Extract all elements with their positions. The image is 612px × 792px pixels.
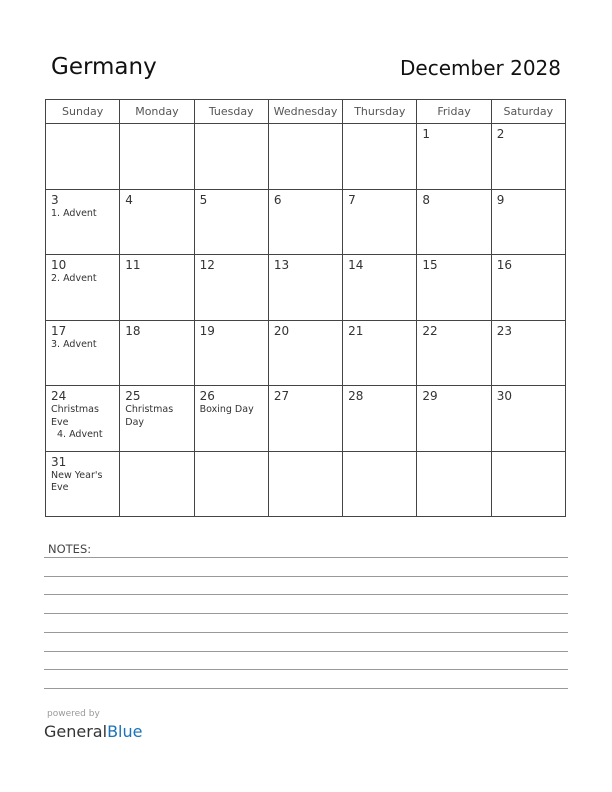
day-number: 15 <box>422 258 438 272</box>
country-title: Germany <box>51 54 157 80</box>
day-cell <box>343 255 417 321</box>
calendar-body <box>46 124 566 517</box>
day-cell <box>268 320 342 386</box>
day-number: 31 <box>51 454 67 469</box>
week-row <box>46 189 566 255</box>
brand-logo[interactable] <box>44 722 142 741</box>
day-cell <box>194 189 268 255</box>
week-row <box>46 320 566 386</box>
holiday-label: Boxing Day <box>199 404 254 415</box>
empty-day-cell <box>120 451 194 517</box>
day-number: 14 <box>348 258 364 272</box>
day-cell <box>194 386 268 452</box>
day-number: 19 <box>199 323 215 338</box>
day-number: 13 <box>273 258 290 272</box>
week-row <box>46 386 566 452</box>
note-line <box>44 594 568 595</box>
weekday-monday: Monday <box>120 100 194 124</box>
holiday-label: Christmas <box>125 404 174 415</box>
day-cell <box>46 386 120 452</box>
day-number: 12 <box>199 258 215 272</box>
weekday-tuesday: Tuesday <box>194 100 268 124</box>
day-cell <box>417 189 491 255</box>
weekday-wednesday: Wednesday <box>268 100 342 124</box>
empty-day-cell <box>343 451 417 517</box>
day-cell <box>268 255 342 321</box>
day-number: 25 <box>125 389 141 403</box>
empty-day-cell <box>268 451 342 517</box>
note-line <box>44 557 568 558</box>
day-cell <box>417 255 491 321</box>
empty-day-cell <box>491 451 565 517</box>
notes-label: NOTES: <box>48 542 92 556</box>
brand-blue: Blue <box>107 722 143 741</box>
note-line <box>44 632 568 633</box>
day-cell <box>417 124 491 190</box>
calendar-grid <box>45 99 566 517</box>
week-row <box>46 451 566 517</box>
day-number: 2 <box>496 127 505 141</box>
holiday-label: 1. Advent <box>51 207 97 219</box>
day-cell <box>46 255 120 321</box>
day-cell <box>194 320 268 386</box>
day-number: 21 <box>348 323 364 338</box>
day-number: 30 <box>496 389 512 403</box>
day-cell <box>120 386 194 452</box>
day-cell <box>268 189 342 255</box>
day-number: 29 <box>422 389 438 403</box>
holiday-label: Christmas <box>51 404 99 415</box>
day-cell <box>491 320 565 386</box>
note-line <box>44 688 568 689</box>
day-number: 17 <box>51 323 67 338</box>
day-cell <box>268 386 342 452</box>
day-cell <box>46 320 120 386</box>
empty-day-cell <box>343 124 417 190</box>
day-number: 4 <box>125 192 133 207</box>
day-number: 23 <box>496 323 512 338</box>
day-cell <box>343 386 417 452</box>
empty-day-cell <box>46 124 120 190</box>
note-line <box>44 613 568 614</box>
day-cell <box>491 255 565 321</box>
note-line <box>44 669 568 670</box>
day-number: 10 <box>51 258 67 272</box>
weekday-friday: Friday <box>417 100 491 124</box>
day-cell <box>343 320 417 386</box>
weekday-header-row <box>46 100 566 124</box>
empty-day-cell <box>194 451 268 517</box>
weekday-saturday: Saturday <box>491 100 565 124</box>
empty-day-cell <box>417 451 491 517</box>
day-number: 3 <box>51 192 59 207</box>
day-number: 24 <box>51 389 67 403</box>
brand-general: General <box>44 722 108 741</box>
day-cell <box>46 189 120 255</box>
day-cell <box>417 320 491 386</box>
day-number: 6 <box>273 192 282 207</box>
month-title: December 2028 <box>400 56 561 80</box>
day-number: 28 <box>348 389 364 403</box>
weekday-thursday: Thursday <box>343 100 417 124</box>
holiday-label: 2. Advent <box>51 273 97 284</box>
day-cell <box>194 255 268 321</box>
day-number: 27 <box>273 389 290 403</box>
note-line <box>44 651 568 652</box>
day-number: 8 <box>422 192 431 207</box>
day-number: 16 <box>496 258 512 272</box>
day-number: 5 <box>199 192 208 207</box>
powered-by-text: powered by <box>47 709 100 719</box>
week-row <box>46 124 566 190</box>
holiday-label: Day <box>125 416 145 428</box>
day-cell <box>343 189 417 255</box>
day-number: 9 <box>496 192 505 207</box>
week-row <box>46 255 566 321</box>
holiday-label: 3. Advent <box>51 338 97 350</box>
day-cell <box>417 386 491 452</box>
day-number: 20 <box>273 323 290 338</box>
holiday-label: Eve <box>51 482 69 493</box>
day-number: 1 <box>422 127 431 141</box>
empty-day-cell <box>194 124 268 190</box>
day-number: 26 <box>199 389 215 403</box>
weekday-sunday: Sunday <box>46 100 120 124</box>
day-cell <box>120 189 194 255</box>
day-number: 11 <box>125 258 141 272</box>
day-cell <box>120 255 194 321</box>
day-cell <box>491 386 565 452</box>
day-cell <box>491 124 565 190</box>
holiday-label: Eve <box>51 416 69 428</box>
empty-day-cell <box>120 124 194 190</box>
day-number: 22 <box>422 323 438 338</box>
day-cell <box>46 451 120 517</box>
day-cell <box>491 189 565 255</box>
day-number: 18 <box>125 323 141 338</box>
holiday-label: 4. Advent <box>57 429 103 440</box>
day-cell <box>120 320 194 386</box>
note-line <box>44 576 568 577</box>
day-number: 7 <box>348 192 356 207</box>
empty-day-cell <box>268 124 342 190</box>
holiday-label: New Year's <box>51 469 103 481</box>
